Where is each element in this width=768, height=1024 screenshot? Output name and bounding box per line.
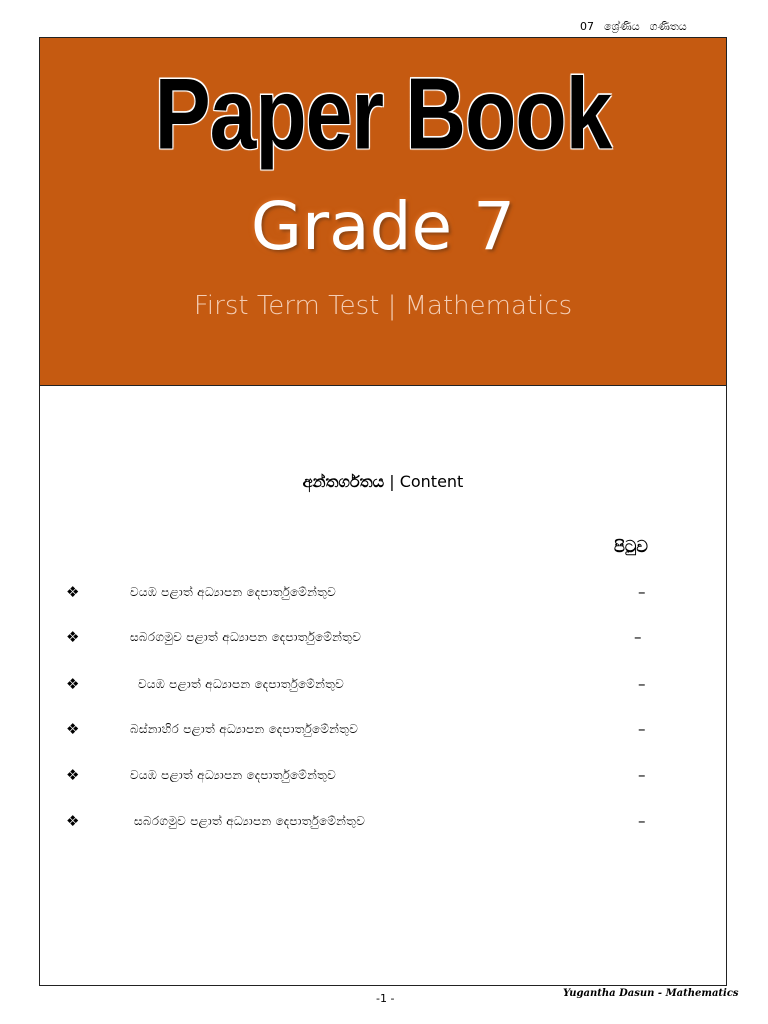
book-title: Paper Book (154, 57, 612, 171)
running-header (580, 20, 697, 34)
toc-item[interactable] (40, 583, 726, 607)
toc-item-page: – (638, 766, 646, 784)
toc-item-page: – (638, 675, 646, 693)
toc-item-page: – (638, 583, 646, 601)
diamond-bullet-icon: ❖ (66, 628, 80, 646)
toc-item[interactable] (40, 812, 726, 836)
header-grade: 07 (580, 20, 594, 33)
diamond-bullet-icon: ❖ (66, 583, 80, 601)
content-heading (40, 472, 726, 492)
toc-item-label: වයඹ පළාත් අධ්‍යාපන දෙපාර්තුමේන්තුව (130, 585, 337, 599)
header-grade-word: ශ්‍රේණිය (604, 20, 640, 33)
header-subject: ගණිතය (649, 20, 687, 33)
content-heading-sinhala: අන්තර්ගතය (302, 472, 385, 491)
page-column-label: පිටුව (614, 537, 648, 556)
footer-author: Yugantha Dasun - Mathematics (563, 988, 739, 999)
toc-item-label: සබරගමුව පළාත් අධ්‍යාපන දෙපාර්තුමේන්තුව (130, 630, 362, 644)
toc-item-label: බස්නාහිර පළාත් අධ්‍යාපන දෙපාර්තුමේන්තුව (130, 722, 359, 736)
content-heading-separator: | (384, 472, 400, 491)
toc-item[interactable] (40, 766, 726, 790)
toc-item-page: – (634, 628, 642, 646)
toc-item-page: – (638, 720, 646, 738)
cover-banner (40, 38, 726, 386)
toc-item-label: සබරගමුව පළාත් අධ්‍යාපන දෙපාර්තුමේන්තුව (134, 814, 366, 828)
toc-item-label: වයඹ පළාත් අධ්‍යාපන දෙපාර්තුමේන්තුව (130, 768, 337, 782)
toc-item-label: වයඹ පළාත් අධ්‍යාපන දෙපාර්තුමේන්තුව (138, 677, 345, 691)
toc-item-page: – (638, 812, 646, 830)
toc-item[interactable] (40, 720, 726, 744)
grade-title: Grade 7 (250, 188, 516, 265)
diamond-bullet-icon: ❖ (66, 812, 80, 830)
diamond-bullet-icon: ❖ (66, 675, 80, 693)
toc-item[interactable] (40, 675, 726, 699)
toc-item[interactable] (40, 628, 726, 652)
subtitle: First Term Test | Mathematics (193, 291, 573, 321)
diamond-bullet-icon: ❖ (66, 766, 80, 784)
content-heading-english: Content (399, 472, 464, 491)
diamond-bullet-icon: ❖ (66, 720, 80, 738)
page-number: -1 - (376, 992, 395, 1005)
page-frame (39, 37, 727, 986)
